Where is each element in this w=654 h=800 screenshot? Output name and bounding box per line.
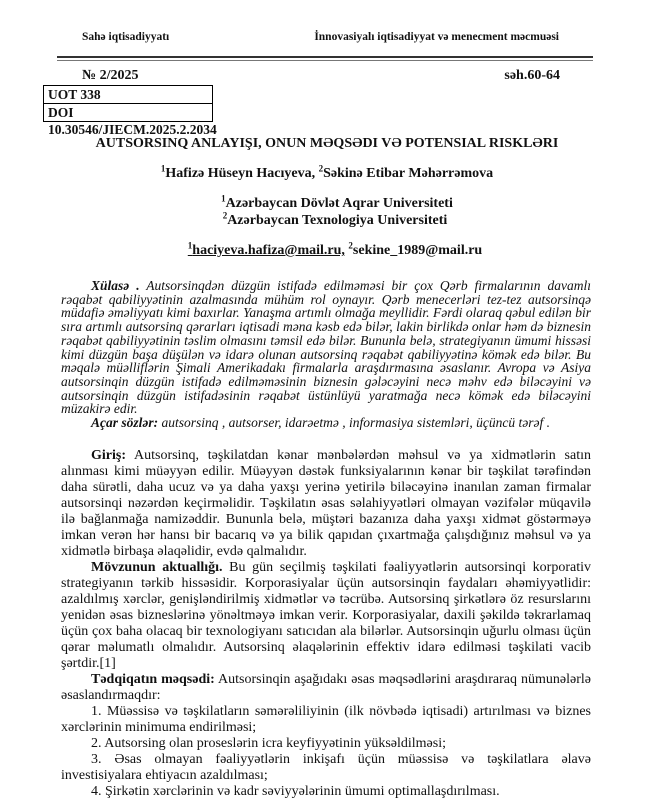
abstract <box>61 279 591 430</box>
page-range: səh.60-64 <box>504 68 560 83</box>
issue-number: № 2/2025 <box>82 68 139 83</box>
paragraph <box>61 560 591 672</box>
email-sup: 1 <box>187 240 193 251</box>
list-item <box>61 784 591 800</box>
article-content <box>61 279 591 800</box>
abstract-text: Autsorsinqdən düzgün istifadə edilməməsi bir çox Qərb firmalarının davamlı rəqabət qabiliyyətinin azalmasında mühüm rol oynayır. Qərb menecerləri tez-tez autsorsinqə müdafiə əməliyyatı kimi baxırlar. Yanaşma artımlı olmağa meyllidir. Fərdi olaraq qəbul edilən bir sıra artımlı autsorsinq qərarları iqtisadi məna kəsb edə bilər, lakin birlikdə onlar həm də biznesin rəqabət qabiliyyətinin təslim olmasını təmsil edə bilər. Bununla belə, strategiyanın ümumi hissəsi kimi düzgün başa düşülən və idarə olunan autsorsinq rəqabət qabiliyyətinə kömək edə bilər. Bu məqalə müəlliflərin Şimali Amerikadakı firmalarla araşdırmasına əsaslanır. Avropa və Asiya autsorsinqin düzgün istifadə edilməməsinin biznesin gələcəyini necə məhv edə biləcəyini və autsorsinqin düzgün istifadəsinin rəqabət üstünlüyü yaratmağa necə kömək edə biləcəyini müzakirə edir. <box>61 278 591 417</box>
section-label: Tədqiqatın məqsədi: <box>91 671 215 687</box>
list-item <box>61 704 591 736</box>
abstract-label: Xülasə . <box>91 278 140 293</box>
authors <box>0 163 654 182</box>
author-name: Hafizə Hüseyn Hacıyeva, <box>165 166 316 181</box>
header-rule <box>57 56 593 58</box>
article-body <box>61 448 591 800</box>
list-item-text: 2. Autsorsing olan proseslərin icra keyfiyyətinin yüksəldilməsi; <box>91 735 446 751</box>
list-item <box>61 736 591 752</box>
author-name: Səkinə Etibar Məhərrəmova <box>323 166 494 181</box>
affiliation-name: Azərbaycan Dövlət Aqrar Universiteti <box>225 196 453 211</box>
running-header-right: İnnovasiyalı iqtisadiyyat və menecment məcmuəsi <box>314 31 559 43</box>
affiliation-sup: 1 <box>221 193 226 204</box>
affiliation-name: Azərbaycan Texnologiya Universiteti <box>227 213 448 228</box>
doi: DOI 10.30546/JIECM.2025.2.2034 <box>44 103 212 121</box>
section-label: Mövzunun aktuallığı. <box>91 559 223 575</box>
paragraph-text: Autsorsinqin aşağıdakı əsas məqsədlərini araşdıraraq nümunələrlə əsaslandırmaqdır: <box>61 671 591 703</box>
running-header-left: Sahə iqtisadiyyatı <box>82 31 170 43</box>
list-item-text: 4. Şirkətin xərclərinin və kadr səviyyələrinin ümumi optimallaşdırılması. <box>91 783 500 799</box>
article-title: AUTSORSINQ ANLAYIŞI, ONUN MƏQSƏDI VƏ POTENSIAL RISKLƏRI <box>95 136 559 151</box>
keywords: autsorsinq , autsorser, idarəetmə , informasiya sistemləri, üçüncü tərəf . <box>158 415 550 431</box>
identifier-box <box>43 85 217 137</box>
list-item-text: 1. Müəssisə və təşkilatların səmərəliliyinin (ilk növbədə iqtisadi) artırılması və biznes xərclərinin minimuma endirilməsi; <box>61 703 591 735</box>
author-sup: 1 <box>160 163 166 174</box>
keywords-label: Açar sözlər: <box>91 415 159 431</box>
paragraph <box>61 448 591 560</box>
author-emails <box>0 240 654 259</box>
paragraph <box>61 672 591 704</box>
header-rule-thin <box>57 60 593 61</box>
email-link[interactable]: haciyeva.hafiza@mail.ru, <box>192 243 345 258</box>
affiliation-sup: 2 <box>222 210 228 221</box>
list-item-text: 3. Əsas olmayan fəaliyyətlərin inkişafı üçün müəssisə və təşkilatlara əlavə investisiyalara ehtiyacın azaldılması; <box>61 751 591 783</box>
email-link[interactable]: sekine_1989@mail.ru <box>352 243 483 258</box>
affiliation <box>0 210 654 229</box>
email-sup: 2 <box>348 240 353 251</box>
uot-code: UOT 338 <box>48 87 101 102</box>
paragraph-text: Autsorsinq, təşkilatdan kənar mənbələrdən məhsul və ya xidmətlərin satın alınması kimi müəyyən edilir. Müəyyən dəstək funksiyalarının kənar bir təşkilat tərəfindən daha sürətli, daha ucuz və ya daha yaxşı yerinə yetirilə biləcəyinə inanılan zaman firmalar autsorsinqi nəzərdən keçirməlidir. Təşkilatın əsas səlahiyyətləri olmayan vəzifələr müqavilə ilə bağlanmağa namizəddir. Bununla belə, müştəri bazanıza daha yaxşı xidmət göstərməyə imkan verən hər hansı bir bacarıq və ya bilik qapıdan çıxartmağa çalışdığınız məhsul və ya xidmətlə birbaşa əlaqəlidir, evdə qalmalıdır. <box>61 447 591 559</box>
paragraph-text: Bu gün seçilmiş təşkilati fəaliyyətlərin autsorsinqi korporativ strategiyanın tərkib hissəsidir. Korporasiyalar üçün autsorsinqin faydaları əhəmiyyətlidir: azaldılmış xərclər, genişləndirilmiş xidmətlər və təcrübə. Autsorsinq şirkətlərə öz resurslarını yenidən əsas bizneslərinə yönəltməyə imkan verir. Korporasiyalar, daxili şəkildə təkrarlamaq üçün çox baha olacaq bir texnologiyanı satıcıdan ala bilərlər. Autsorsinqin uğurlu olması üçün qərar məlumatlı olmalıdır. Autsorsinq əlaqələrinin effektiv idarə edilməsi təşkilati vacib şərtdir.[1] <box>61 559 591 671</box>
affiliation <box>0 193 654 212</box>
author-sup: 2 <box>318 163 324 174</box>
section-label: Giriş: <box>91 447 126 463</box>
